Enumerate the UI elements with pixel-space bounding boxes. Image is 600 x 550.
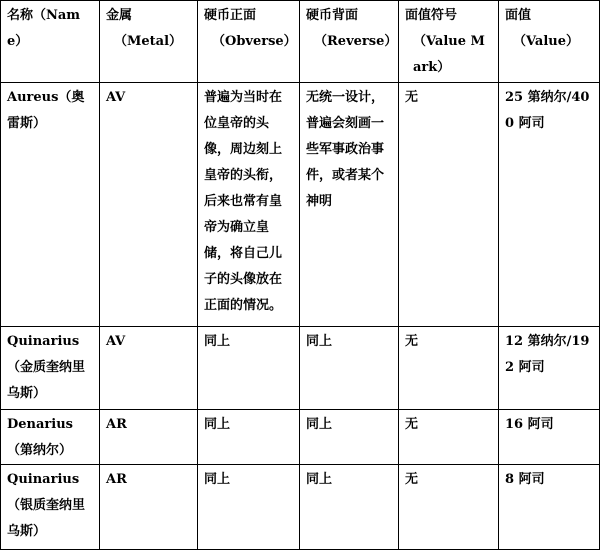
- cell-value: 12 第纳尔/192 阿司: [499, 327, 600, 410]
- cell-value-mark: 无: [399, 465, 499, 550]
- header-row: [1, 1, 600, 83]
- cell-obverse: 普遍为当时在位皇帝的头像，周边刻上皇帝的头衔，后来也常有皇帝为确立皇储，将自己儿子的头像放在正面的情况。: [198, 83, 300, 327]
- header-value: 面值 （Value）: [499, 1, 600, 83]
- cell-name: Denarius（第纳尔）: [1, 410, 100, 465]
- table-row: [1, 83, 600, 327]
- cell-reverse: 同上: [300, 410, 399, 465]
- cell-metal: AV: [100, 327, 198, 410]
- cell-obverse: 同上: [198, 465, 300, 550]
- cell-value: 16 阿司: [499, 410, 600, 465]
- cell-value: 25 第纳尔/400 阿司: [499, 83, 600, 327]
- cell-metal: AV: [100, 83, 198, 327]
- header-name: 名称（Name）: [1, 1, 100, 83]
- cell-name: Quinarius（金质奎纳里乌斯）: [1, 327, 100, 410]
- table-row: [1, 327, 600, 410]
- cell-name: Quinarius（银质奎纳里乌斯）: [1, 465, 100, 550]
- cell-value-mark: 无: [399, 83, 499, 327]
- header-obverse: 硬币正面 （Obverse）: [198, 1, 300, 83]
- header-reverse: 硬币背面 （Reverse）: [300, 1, 399, 83]
- cell-reverse: 无统一设计，普遍会刻画一些军事政治事件，或者某个神明: [300, 83, 399, 327]
- cell-obverse: 同上: [198, 327, 300, 410]
- cell-value: 8 阿司: [499, 465, 600, 550]
- header-value-mark: 面值符号 （Value Mark）: [399, 1, 499, 83]
- cell-value-mark: 无: [399, 410, 499, 465]
- cell-metal: AR: [100, 465, 198, 550]
- cell-obverse: 同上: [198, 410, 300, 465]
- cell-value-mark: 无: [399, 327, 499, 410]
- table-row: [1, 410, 600, 465]
- cell-reverse: 同上: [300, 327, 399, 410]
- header-metal: 金属 （Metal）: [100, 1, 198, 83]
- cell-metal: AR: [100, 410, 198, 465]
- table-row: [1, 465, 600, 550]
- cell-reverse: 同上: [300, 465, 399, 550]
- cell-name: Aureus（奥雷斯）: [1, 83, 100, 327]
